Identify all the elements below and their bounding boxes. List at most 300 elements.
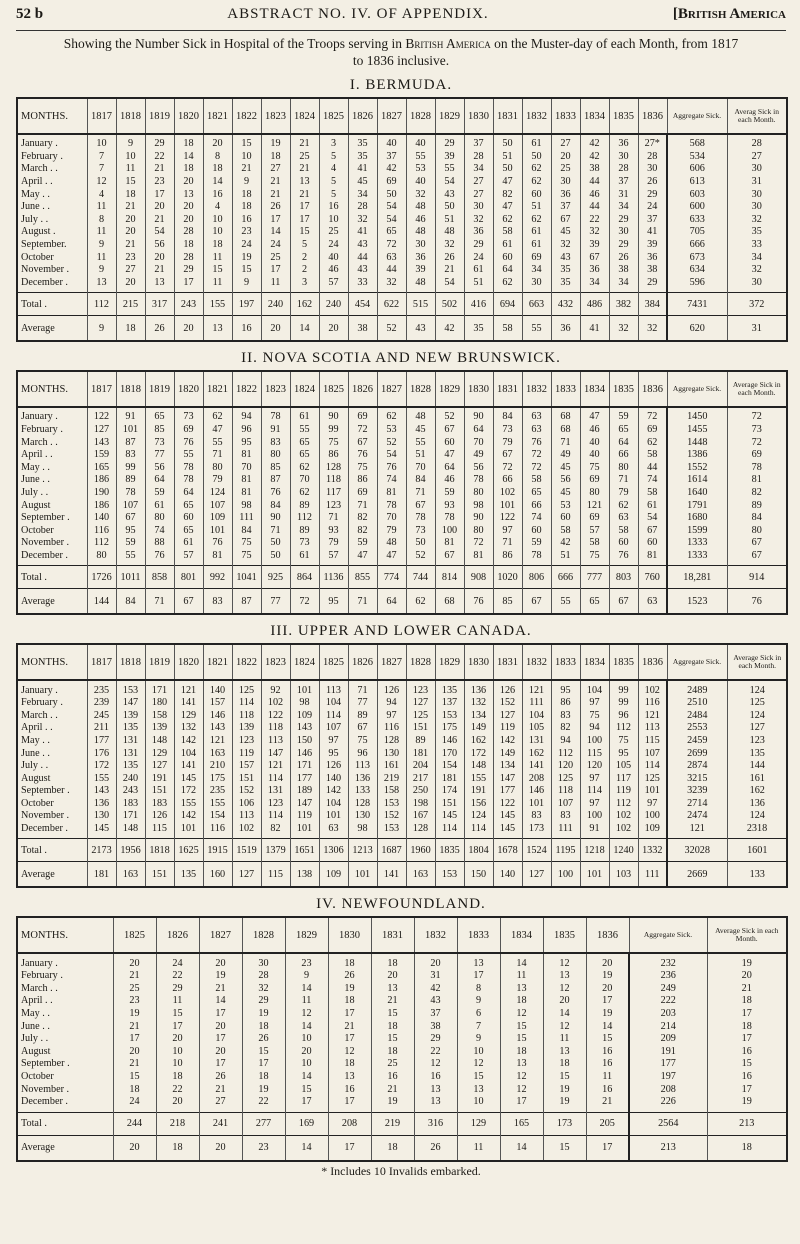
cell: 74 xyxy=(638,474,667,487)
cell: 46 xyxy=(319,264,348,277)
cell: 35 xyxy=(348,134,377,151)
cell: 218 xyxy=(156,1112,199,1135)
year-header: 1825 xyxy=(319,644,348,680)
cell: 123 xyxy=(727,735,787,748)
row-label: June . . xyxy=(21,474,50,486)
cell: 69 xyxy=(377,176,406,189)
cell: 60 xyxy=(174,512,203,525)
cell: 101 xyxy=(174,823,203,839)
cell: 35 xyxy=(551,264,580,277)
cell: 15 xyxy=(543,1071,586,1084)
table-row xyxy=(17,550,787,566)
cell: 136 xyxy=(348,772,377,785)
cell: 61 xyxy=(464,264,493,277)
cell: 14 xyxy=(285,983,328,996)
cell: 16 xyxy=(232,316,261,342)
cell: 28 xyxy=(242,970,285,983)
cell: 17 xyxy=(707,1083,787,1096)
cell: 37 xyxy=(414,1008,457,1021)
cell: 69 xyxy=(580,474,609,487)
cell: 90 xyxy=(319,407,348,424)
cell: 46 xyxy=(406,214,435,227)
year-header: 1829 xyxy=(285,917,328,953)
cell: 57 xyxy=(319,277,348,293)
cell: 69 xyxy=(580,512,609,525)
cell: 121 xyxy=(174,680,203,697)
cell: 64 xyxy=(435,462,464,475)
cell: 19 xyxy=(586,970,629,983)
cell: 75 xyxy=(319,436,348,449)
average-row xyxy=(17,316,787,342)
cell: 81 xyxy=(727,474,787,487)
cell: 14 xyxy=(174,151,203,164)
cell: 127 xyxy=(493,709,522,722)
cell: 71 xyxy=(145,589,174,615)
cell: 5 xyxy=(319,176,348,189)
year-header: 1827 xyxy=(377,371,406,407)
table-row xyxy=(17,524,787,537)
cell: 1687 xyxy=(377,839,406,862)
cell: 55 xyxy=(203,436,232,449)
cell: 1306 xyxy=(319,839,348,862)
cell: 89 xyxy=(348,709,377,722)
cell: 21 xyxy=(199,1083,242,1096)
cell: 63 xyxy=(638,589,667,615)
average-row xyxy=(17,862,787,888)
cell: 149 xyxy=(493,747,522,760)
cell: 55 xyxy=(174,449,203,462)
cell: 98 xyxy=(232,499,261,512)
cell: 145 xyxy=(87,823,116,839)
cell: 29 xyxy=(145,134,174,151)
year-header: 1830 xyxy=(464,98,493,134)
section-title: III. UPPER AND LOWER CANADA. xyxy=(270,623,532,640)
cell: 91 xyxy=(116,407,145,424)
cell: 132 xyxy=(174,722,203,735)
cell: 155 xyxy=(464,772,493,785)
cell: 67 xyxy=(116,512,145,525)
cell: 174 xyxy=(435,785,464,798)
cell: 133 xyxy=(348,785,377,798)
row-label: January . xyxy=(21,411,58,423)
cell: 126 xyxy=(145,810,174,823)
cell: 67 xyxy=(522,589,551,615)
cell: 32 xyxy=(406,188,435,201)
cell: 10 xyxy=(319,214,348,227)
cell: 4 xyxy=(203,201,232,214)
cell: 31 xyxy=(609,188,638,201)
cell: 74 xyxy=(522,512,551,525)
cell: 5 xyxy=(319,151,348,164)
cell: 81 xyxy=(377,487,406,500)
cell: 29 xyxy=(464,239,493,252)
cell: 21 xyxy=(113,970,156,983)
cell: 10 xyxy=(156,1058,199,1071)
cell: 2484 xyxy=(667,709,727,722)
cell: 136 xyxy=(87,798,116,811)
row-label: July . . xyxy=(21,760,49,772)
cell: 71 xyxy=(203,449,232,462)
cell: 107 xyxy=(116,499,145,512)
cell: 49 xyxy=(464,449,493,462)
cell: 235 xyxy=(87,680,116,697)
table-row xyxy=(17,537,787,550)
cell: 222 xyxy=(629,995,707,1008)
cell: 39 xyxy=(406,264,435,277)
cell: 2510 xyxy=(667,697,727,710)
cell: 19 xyxy=(371,1096,414,1112)
cell: 1651 xyxy=(290,839,319,862)
cell: 148 xyxy=(145,735,174,748)
cell: 1818 xyxy=(145,839,174,862)
cell: 145 xyxy=(174,772,203,785)
cell: 20 xyxy=(113,1135,156,1161)
cell: 96 xyxy=(232,424,261,437)
cell: 23 xyxy=(242,1135,285,1161)
cell: 382 xyxy=(609,293,638,316)
cell: 89 xyxy=(727,499,787,512)
cell: 112 xyxy=(290,512,319,525)
cell: 34 xyxy=(609,201,638,214)
cell: 72 xyxy=(493,462,522,475)
cell: 83 xyxy=(203,589,232,615)
cell: 14 xyxy=(203,176,232,189)
cell: 11 xyxy=(156,995,199,1008)
cell: 27 xyxy=(116,264,145,277)
cell: 74 xyxy=(145,524,174,537)
cell: 96 xyxy=(609,709,638,722)
cell: 62 xyxy=(609,499,638,512)
cell: 8 xyxy=(457,983,500,996)
cell: 121 xyxy=(261,760,290,773)
cell: 806 xyxy=(522,566,551,589)
cell: 127 xyxy=(87,424,116,437)
cell: 18 xyxy=(707,1135,787,1161)
cell: 232 xyxy=(629,953,707,970)
cell: 18 xyxy=(174,239,203,252)
cell: 24 xyxy=(156,953,199,970)
year-header: 1830 xyxy=(464,371,493,407)
cell: 81 xyxy=(232,449,261,462)
cell: 28 xyxy=(727,134,787,151)
cell: 118 xyxy=(319,474,348,487)
year-header: 1835 xyxy=(609,98,638,134)
cell: 51 xyxy=(435,214,464,227)
page-title: ABSTRACT NO. IV. OF APPENDIX. xyxy=(227,6,489,22)
cell: 105 xyxy=(609,760,638,773)
cell: 208 xyxy=(629,1083,707,1096)
cell: 124 xyxy=(727,810,787,823)
cell: 59 xyxy=(609,407,638,424)
cell: 64 xyxy=(609,436,638,449)
cell: 20 xyxy=(551,151,580,164)
cell: 113 xyxy=(319,680,348,697)
cell: 84 xyxy=(116,589,145,615)
cell: 131 xyxy=(522,735,551,748)
year-header: 1836 xyxy=(638,98,667,134)
cell: 191 xyxy=(145,772,174,785)
cell: 12 xyxy=(543,1020,586,1033)
row-label: July . . xyxy=(21,213,49,225)
cell: 112 xyxy=(551,747,580,760)
cell: 153 xyxy=(377,798,406,811)
cell: 135 xyxy=(435,680,464,697)
cell: 17 xyxy=(242,1058,285,1071)
cell: 124 xyxy=(727,709,787,722)
cell: 17 xyxy=(586,995,629,1008)
cell: 124 xyxy=(203,487,232,500)
cell: 68 xyxy=(551,424,580,437)
cell: 73 xyxy=(493,424,522,437)
cell: 2874 xyxy=(667,760,727,773)
cell: 101 xyxy=(290,823,319,839)
cell: 60 xyxy=(522,188,551,201)
cell: 1455 xyxy=(667,424,727,437)
cell: 1791 xyxy=(667,499,727,512)
cell: 156 xyxy=(464,798,493,811)
cell: 21 xyxy=(290,188,319,201)
cell: 144 xyxy=(87,589,116,615)
cell: 82 xyxy=(727,487,787,500)
cell: 86 xyxy=(493,550,522,566)
cell: 2669 xyxy=(667,862,727,888)
cell: 10 xyxy=(87,134,116,151)
cell: 146 xyxy=(290,747,319,760)
row-label: December . xyxy=(21,1096,68,1108)
cell: 78 xyxy=(377,499,406,512)
cell: 17 xyxy=(290,214,319,227)
row-label: September . xyxy=(21,512,70,524)
cell: 198 xyxy=(406,798,435,811)
cell: 77 xyxy=(261,589,290,615)
cell: 99 xyxy=(116,462,145,475)
cell: 26 xyxy=(199,1071,242,1084)
cell: 123 xyxy=(406,680,435,697)
cell: 66 xyxy=(609,449,638,462)
year-header: 1822 xyxy=(232,644,261,680)
table-row xyxy=(17,970,787,983)
table-row xyxy=(17,722,787,735)
cell: 803 xyxy=(609,566,638,589)
year-header: 1820 xyxy=(174,644,203,680)
cell: 29 xyxy=(638,188,667,201)
cell: 13 xyxy=(543,970,586,983)
cell: 121 xyxy=(522,680,551,697)
cell: 219 xyxy=(377,772,406,785)
cell: 317 xyxy=(145,293,174,316)
cell: 19 xyxy=(543,1083,586,1096)
cell: 58 xyxy=(580,537,609,550)
cell: 80 xyxy=(464,487,493,500)
cell: 89 xyxy=(406,735,435,748)
cell: 152 xyxy=(232,785,261,798)
cell: 20 xyxy=(199,953,242,970)
cell: 5 xyxy=(290,239,319,252)
cell: 51 xyxy=(406,449,435,462)
cell: 30 xyxy=(406,239,435,252)
cell: 1450 xyxy=(667,407,727,424)
cell: 140 xyxy=(203,680,232,697)
row-label: December . xyxy=(21,549,68,561)
table-row xyxy=(17,785,787,798)
cell: 114 xyxy=(319,709,348,722)
cell: 154 xyxy=(203,810,232,823)
cell: 101 xyxy=(348,862,377,888)
cell: 67 xyxy=(174,589,203,615)
cell: 186 xyxy=(87,499,116,512)
cell: 63 xyxy=(319,823,348,839)
cell: 60 xyxy=(551,512,580,525)
row-label: May . . xyxy=(21,1008,50,1020)
cell: 35 xyxy=(551,277,580,293)
cell: 69 xyxy=(727,449,787,462)
cell: 78 xyxy=(522,550,551,566)
cell: 10 xyxy=(457,1096,500,1112)
cell: 169 xyxy=(285,1112,328,1135)
cell: 65 xyxy=(609,424,638,437)
cell: 64 xyxy=(145,474,174,487)
cell: 1519 xyxy=(232,839,261,862)
cell: 62 xyxy=(522,163,551,176)
cell: 3215 xyxy=(667,772,727,785)
cell: 81 xyxy=(464,550,493,566)
cell: 914 xyxy=(727,566,787,589)
cell: 25 xyxy=(113,983,156,996)
cell: 1726 xyxy=(87,566,116,589)
cell: 42 xyxy=(551,537,580,550)
cell: 92 xyxy=(261,680,290,697)
cell: 67 xyxy=(609,589,638,615)
cell: 86 xyxy=(348,474,377,487)
cell: 40 xyxy=(580,449,609,462)
cell: 95 xyxy=(609,747,638,760)
cell: 79 xyxy=(493,436,522,449)
cell: 7 xyxy=(87,151,116,164)
cell: 101 xyxy=(522,798,551,811)
cell: 69 xyxy=(638,424,667,437)
cell: 52 xyxy=(377,316,406,342)
cell: 16 xyxy=(586,1083,629,1096)
cell: 61 xyxy=(145,499,174,512)
cell: 60 xyxy=(609,537,638,550)
cell: 9 xyxy=(457,995,500,1008)
cell: 22 xyxy=(414,1046,457,1059)
cell: 117 xyxy=(319,487,348,500)
cell: 19 xyxy=(242,1008,285,1021)
cell: 71 xyxy=(609,474,638,487)
cell: 17 xyxy=(261,214,290,227)
cell: 59 xyxy=(348,537,377,550)
cell: 57 xyxy=(580,524,609,537)
cell: 18 xyxy=(203,239,232,252)
year-header: 1830 xyxy=(328,917,371,953)
cell: 80 xyxy=(145,512,174,525)
cell: 113 xyxy=(638,722,667,735)
cell: 100 xyxy=(580,735,609,748)
cell: 10 xyxy=(232,151,261,164)
cell: 85 xyxy=(145,424,174,437)
cell: 34 xyxy=(727,251,787,264)
cell: 12 xyxy=(543,953,586,970)
cell: 73 xyxy=(174,407,203,424)
cell: 41 xyxy=(580,316,609,342)
cell: 62 xyxy=(290,462,319,475)
cell: 32 xyxy=(727,214,787,227)
cell: 26 xyxy=(145,316,174,342)
cell: 11 xyxy=(87,251,116,264)
cell: 69 xyxy=(522,251,551,264)
cell: 125 xyxy=(406,709,435,722)
cell: 150 xyxy=(290,735,319,748)
cell: 39 xyxy=(435,151,464,164)
cell: 171 xyxy=(290,760,319,773)
year-header: 1833 xyxy=(551,371,580,407)
cell: 114 xyxy=(435,823,464,839)
year-header: 1829 xyxy=(435,371,464,407)
cell: 118 xyxy=(551,785,580,798)
cell: 236 xyxy=(629,970,707,983)
cell: 132 xyxy=(464,697,493,710)
cell: 9 xyxy=(285,970,328,983)
cell: 88 xyxy=(145,537,174,550)
cell: 801 xyxy=(174,566,203,589)
cell: 18 xyxy=(116,188,145,201)
cell: 65 xyxy=(290,449,319,462)
cell: 144 xyxy=(727,760,787,773)
cell: 20 xyxy=(203,134,232,151)
cell: 243 xyxy=(174,293,203,316)
cell: 55 xyxy=(406,436,435,449)
cell: 84 xyxy=(406,474,435,487)
cell: 165 xyxy=(500,1112,543,1135)
cell: 181 xyxy=(87,862,116,888)
cell: 1640 xyxy=(667,487,727,500)
year-header: 1819 xyxy=(145,371,174,407)
cell: 67 xyxy=(435,424,464,437)
cell: 208 xyxy=(522,772,551,785)
cell: 15 xyxy=(242,1046,285,1059)
row-label: November . xyxy=(21,537,70,549)
row-label: June . . xyxy=(21,201,50,213)
cell: 46 xyxy=(580,424,609,437)
year-header: 1836 xyxy=(586,917,629,953)
cell: 634 xyxy=(667,264,727,277)
cell: 140 xyxy=(87,512,116,525)
cell: 106 xyxy=(232,798,261,811)
cell: 27* xyxy=(638,134,667,151)
cell: 2489 xyxy=(667,680,727,697)
total-row xyxy=(17,293,787,316)
cell: 90 xyxy=(261,512,290,525)
cell: 24 xyxy=(261,239,290,252)
cell: 52 xyxy=(435,407,464,424)
table-row xyxy=(17,823,787,839)
cell: 15 xyxy=(371,1033,414,1046)
cell: 100 xyxy=(435,524,464,537)
row-label: March . . xyxy=(21,163,58,175)
cell: 20 xyxy=(116,277,145,293)
cell: 71 xyxy=(261,524,290,537)
table-row xyxy=(17,709,787,722)
row-label: Total . xyxy=(17,1112,113,1135)
table-row xyxy=(17,760,787,773)
cell: 17 xyxy=(174,277,203,293)
cell: 59 xyxy=(435,487,464,500)
cell: 163 xyxy=(406,862,435,888)
cell: 162 xyxy=(290,293,319,316)
cell: 21 xyxy=(116,201,145,214)
cell: 925 xyxy=(261,566,290,589)
